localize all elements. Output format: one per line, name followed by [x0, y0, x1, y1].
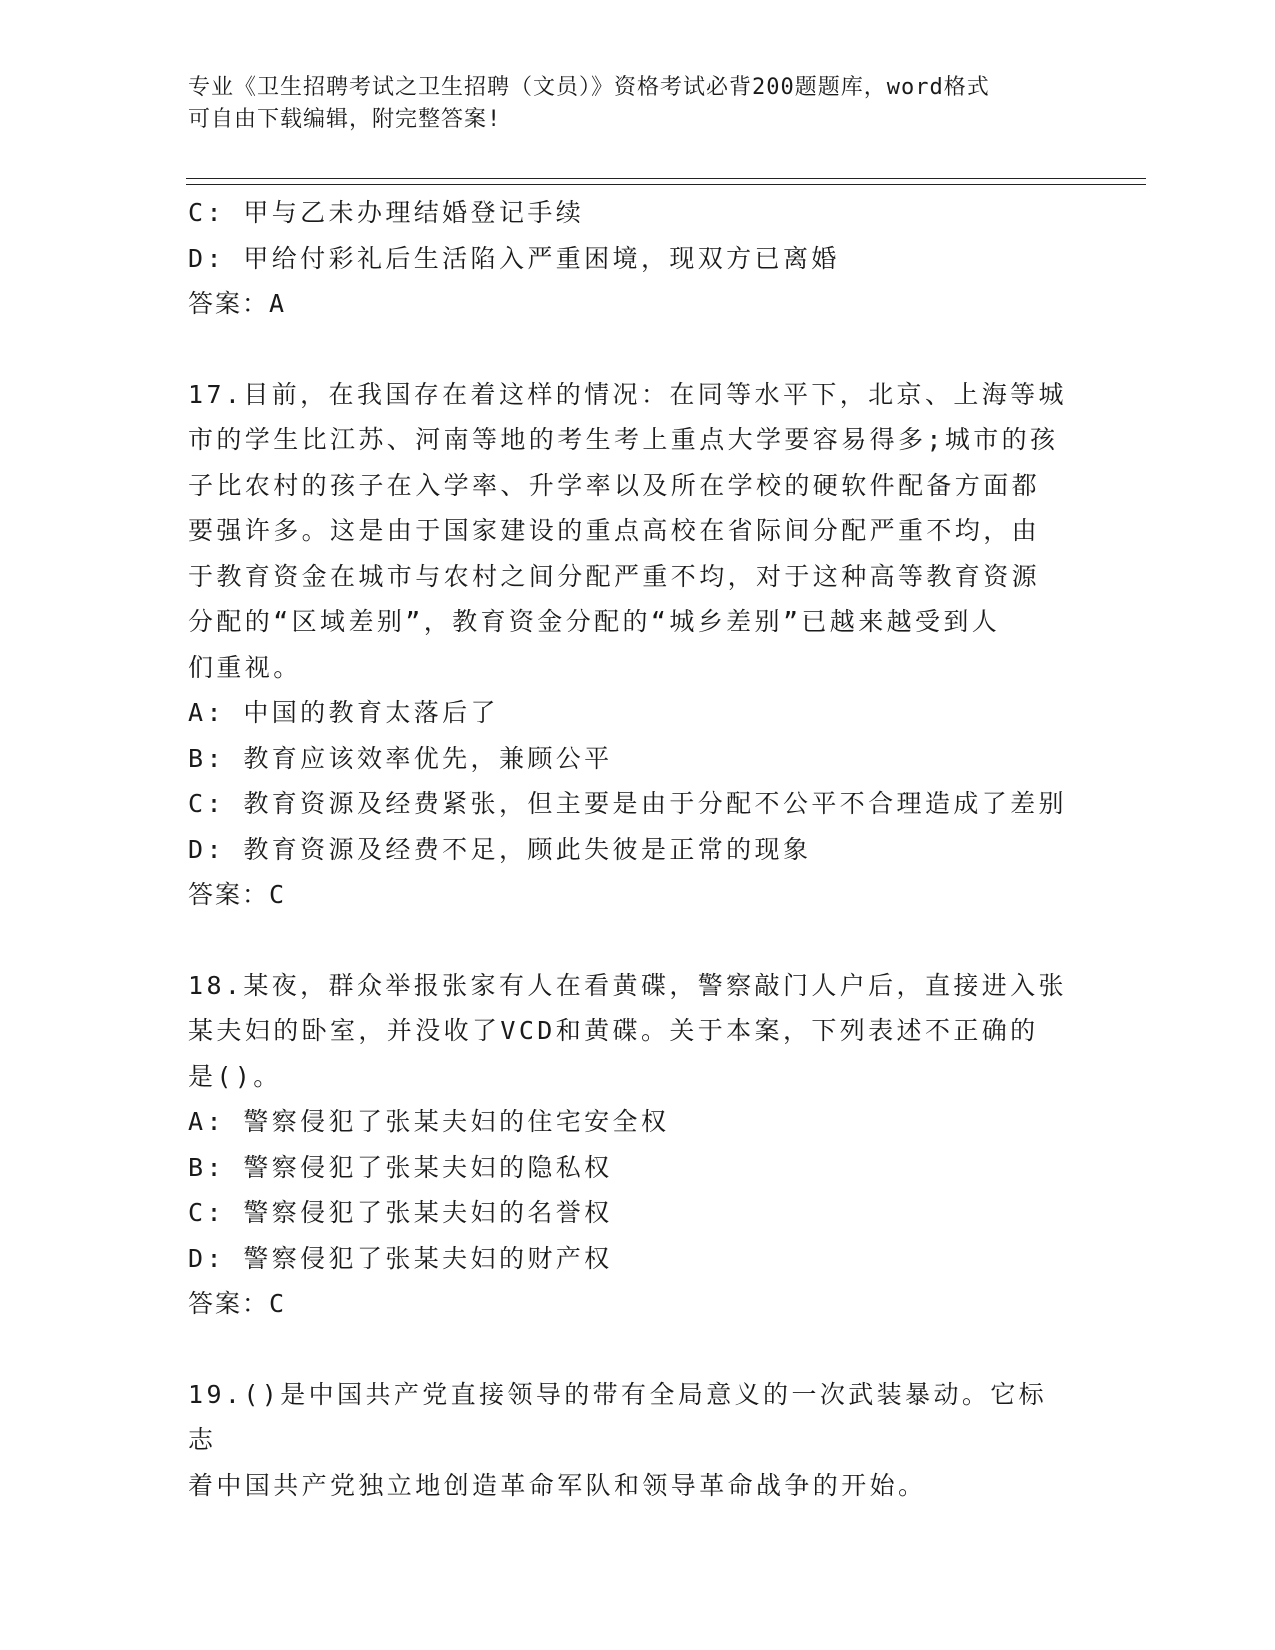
question-17-option-a: A: 中国的教育太落后了: [188, 698, 499, 727]
question-17-line: 子比农村的孩子在入学率、升学率以及所在学校的硬软件配备方面都: [188, 470, 1041, 500]
question-17-line: 要强许多。这是由于国家建设的重点高校在省际间分配严重不均，由: [188, 516, 1041, 545]
question-18-option-a: A: 警察侵犯了张某夫妇的住宅安全权: [188, 1107, 670, 1136]
question-18-option-b: B: 警察侵犯了张某夫妇的隐私权: [188, 1152, 613, 1182]
header-rule-top: [186, 178, 1146, 179]
answer: 答案：A: [188, 289, 287, 318]
question-17-option-d: D: 教育资源及经费不足，顾此失彼是正常的现象: [188, 834, 812, 864]
header-line-2: 可自由下载编辑，附完整答案!: [188, 107, 502, 132]
question-17-option-b: B: 教育应该效率优先，兼顾公平: [188, 743, 613, 773]
question-18-line: 是()。: [188, 1061, 282, 1091]
question-18-option-c: C: 警察侵犯了张某夫妇的名誉权: [188, 1198, 613, 1227]
question-17-line: 市的学生比江苏、河南等地的考生考上重点大学要容易得多;城市的孩: [188, 425, 1059, 454]
header-line-1: 专业《卫生招聘考试之卫生招聘（文员）》资格考试必背200题题库，word格式: [188, 75, 990, 100]
question-17-line: 17.目前，在我国存在着这样的情况：在同等水平下，北京、上海等城: [188, 379, 1067, 409]
question-19-line: 着中国共产党独立地创造革命军队和领导革命战争的开始。: [188, 1470, 927, 1500]
option-c: C: 甲与乙未办理结婚登记手续: [188, 198, 585, 227]
header-rule-bottom: [186, 184, 1146, 185]
option-d: D: 甲给付彩礼后生活陷入严重困境，现双方已离婚: [188, 243, 840, 273]
question-17-option-c: C: 教育资源及经费紧张，但主要是由于分配不公平不合理造成了差别: [188, 789, 1067, 818]
question-18-option-d: D: 警察侵犯了张某夫妇的财产权: [188, 1243, 613, 1273]
question-18-line: 18.某夜，群众举报张家有人在看黄碟，警察敲门人户后，直接进入张: [188, 970, 1067, 1000]
question-17-line: 分配的“区域差别”，教育资金分配的“城乡差别”已越来越受到人: [188, 607, 1001, 636]
question-18-answer: 答案：C: [188, 1289, 287, 1318]
question-17-answer: 答案：C: [188, 880, 287, 909]
question-18-line: 某夫妇的卧室，并没收了VCD和黄碟。关于本案，下列表述不正确的: [188, 1016, 1039, 1045]
question-19-line: 19.()是中国共产党直接领导的带有全局意义的一次武装暴动。它标志: [188, 1379, 1048, 1454]
question-17-line: 们重视。: [188, 652, 302, 682]
question-17-line: 于教育资金在城市与农村之间分配严重不均，对于这种高等教育资源: [188, 561, 1041, 591]
document-body: [188, 190, 1068, 1508]
document-header: [188, 72, 1088, 136]
